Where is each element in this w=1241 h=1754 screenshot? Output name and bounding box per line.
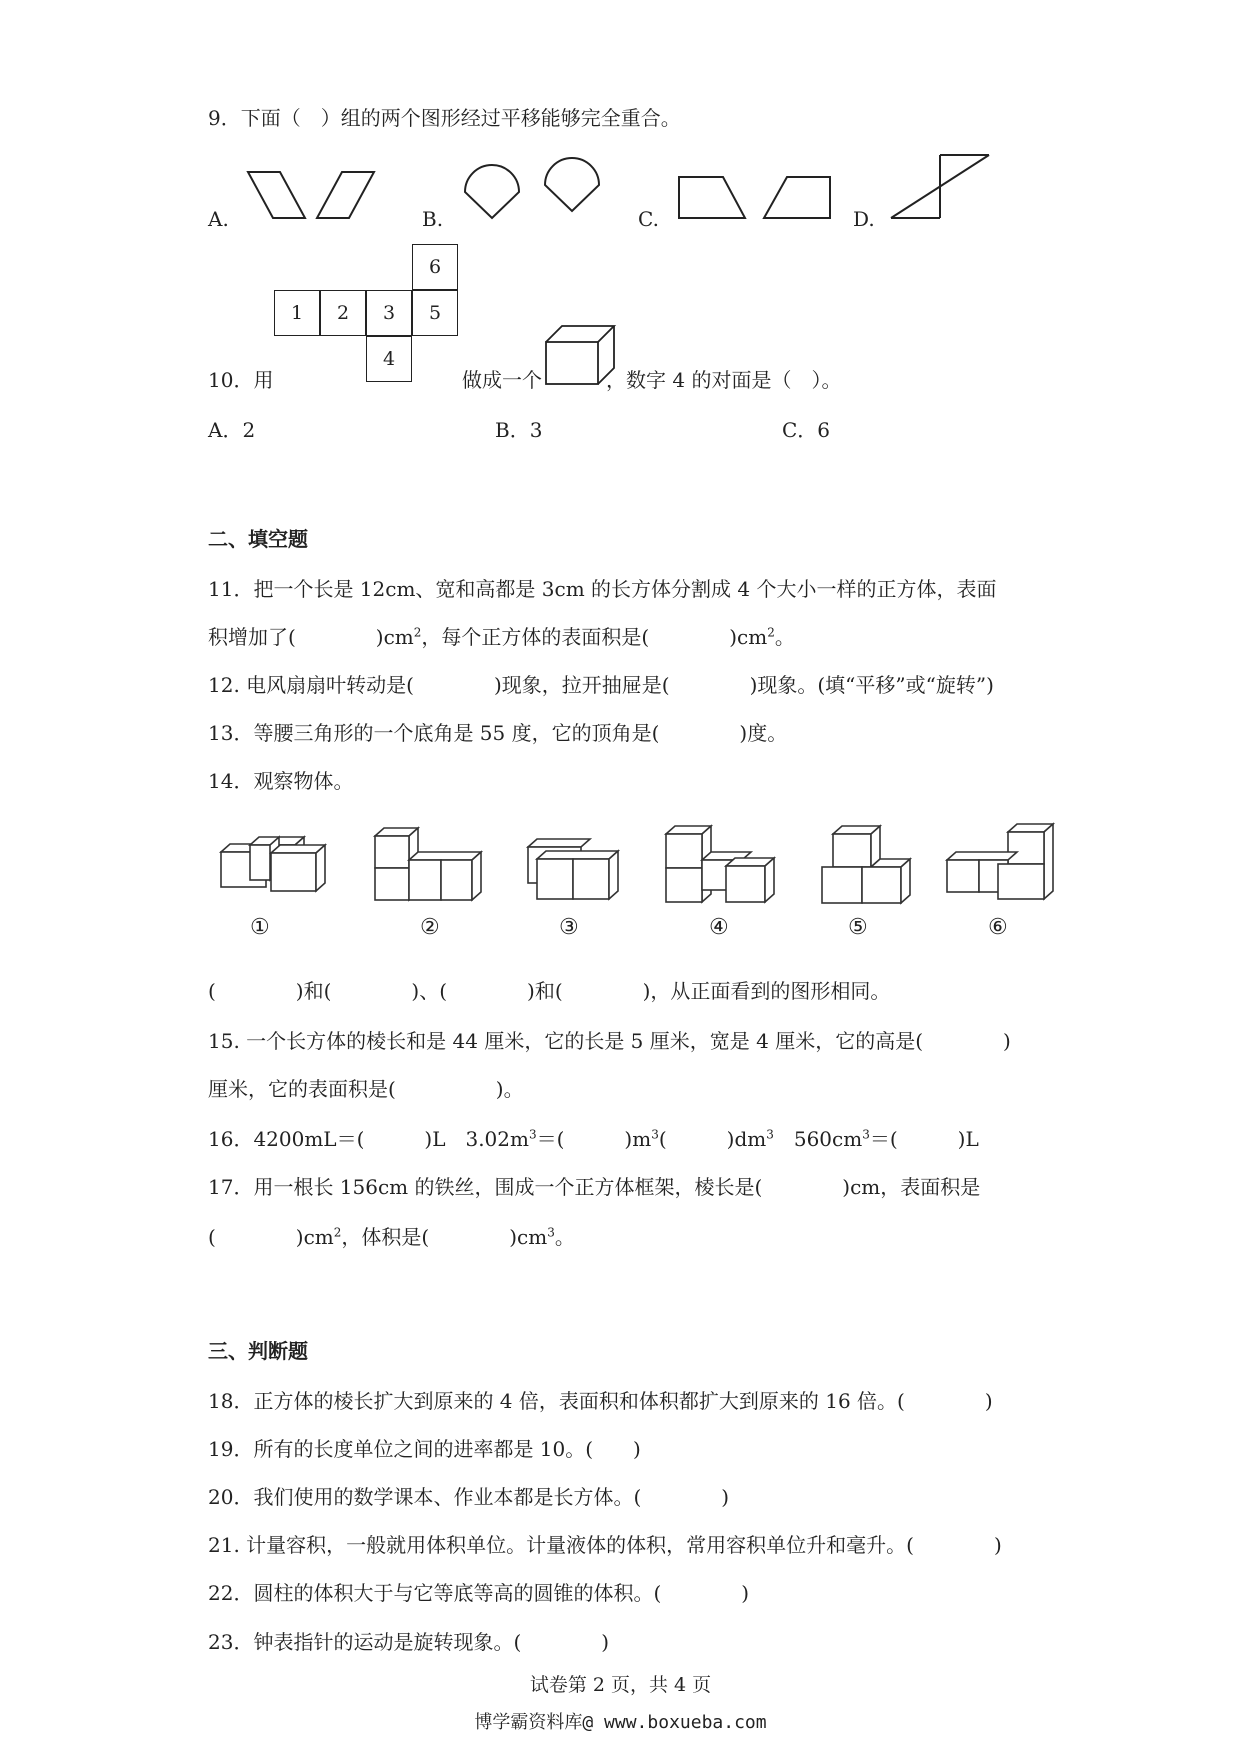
q18-text: 18．正方体的棱长扩大到原来的 4 倍，表面积和体积都扩大到原来的 16 倍。( )	[208, 1389, 993, 1413]
cube-figure-2-label: ②	[420, 915, 440, 940]
page-number: 试卷第 2 页，共 4 页	[529, 1674, 712, 1696]
q11-line2: 积增加了( )$cm^2$，每个正方体的表面积是( )$cm^2$。	[208, 625, 795, 649]
q13-text: 13．等腰三角形的一个底角是 55 度，它的顶角是( )度。	[208, 721, 788, 745]
cube-figure-4-label: ④	[709, 915, 729, 940]
net-cell-1: 1	[274, 290, 320, 336]
q9-stem: 9．下面（ ）组的两个图形经过平移能够完全重合。	[208, 106, 681, 130]
watermark: 博学霸资料库@ www.boxueba.com	[474, 1712, 767, 1733]
q9-option-a: A.	[208, 207, 229, 231]
q15-line2: 厘米，它的表面积是( )。	[208, 1077, 524, 1101]
q14-answer: ( )和( )、( )和( )，从正面看到的图形相同。	[208, 979, 891, 1003]
q15-line1: 15. 一个长方体的棱长和是 44 厘米，它的长是 5 厘米，宽是 4 厘米，它的高是( )	[208, 1029, 1011, 1053]
cube-figure-3	[528, 839, 618, 899]
cube-figure-2	[375, 828, 481, 900]
net-cell-6: 6	[412, 244, 458, 290]
q21-text: 21. 计量容积，一般就用体积单位。计量液体的体积，常用容积单位升和毫升。( )	[208, 1533, 1002, 1557]
cube-figure-1	[221, 837, 325, 891]
q12-text: 12. 电风扇扇叶转动是( )现象，拉开抽屉是( )现象。(填“平移”或“旋转”)	[208, 673, 994, 697]
q16-text: 16．4200mL＝( )L $3.02m^3=$( )$m^3$( )$dm^3$ $560cm^3=$( )L	[208, 1127, 979, 1151]
q9-figure-d	[891, 155, 989, 218]
q9-figure-b	[465, 158, 599, 218]
section-3-title: 三、判断题	[208, 1339, 308, 1363]
q14-stem: 14．观察物体。	[208, 769, 354, 793]
cube-figure-5-label: ⑤	[848, 915, 868, 940]
q10-cube-figure	[546, 326, 614, 384]
q9-figure-a	[248, 172, 374, 218]
section-2-title: 二、填空题	[208, 527, 308, 551]
q10-prefix: 10．用	[208, 368, 274, 392]
q9-option-d: D.	[853, 207, 875, 231]
q17-line2: ( )$cm^2$，体积是( )$cm^3$。	[208, 1225, 575, 1249]
cube-figure-6-label: ⑥	[988, 915, 1008, 940]
q17-line1: 17．用一根长 156cm 的铁丝，围成一个正方体框架，棱长是( )cm，表面积是	[208, 1175, 981, 1199]
cube-figure-6	[947, 824, 1053, 899]
q23-text: 23．钟表指针的运动是旋转现象。( )	[208, 1630, 610, 1654]
q9-option-c: C.	[638, 207, 659, 231]
q10-suffix: ，数字 4 的对面是（ ）。	[606, 368, 842, 392]
q10-option-a: A．2	[208, 418, 256, 442]
cube-figure-4	[666, 826, 774, 902]
cube-figure-5	[822, 826, 910, 903]
net-cell-4: 4	[366, 336, 412, 382]
net-cell-3: 3	[366, 290, 412, 336]
net-cell-5: 5	[412, 290, 458, 336]
q9-figure-c	[679, 177, 830, 218]
q10-middle: 做成一个	[462, 368, 542, 392]
q10-option-c: C．6	[782, 418, 831, 442]
cube-figure-1-label: ①	[250, 915, 270, 940]
q9-option-b: B.	[422, 207, 444, 231]
q22-text: 22．圆柱的体积大于与它等底等高的圆锥的体积。( )	[208, 1581, 750, 1605]
cube-figure-3-label: ③	[559, 915, 579, 940]
q11-line1: 11．把一个长是 12cm、宽和高都是 3cm 的长方体分割成 4 个大小一样的正方体，表面	[208, 577, 997, 601]
q19-text: 19．所有的长度单位之间的进率都是 10。( )	[208, 1437, 641, 1461]
net-cell-2: 2	[320, 290, 366, 336]
q20-text: 20．我们使用的数学课本、作业本都是长方体。( )	[208, 1485, 730, 1509]
q10-option-b: B．3	[495, 418, 543, 442]
